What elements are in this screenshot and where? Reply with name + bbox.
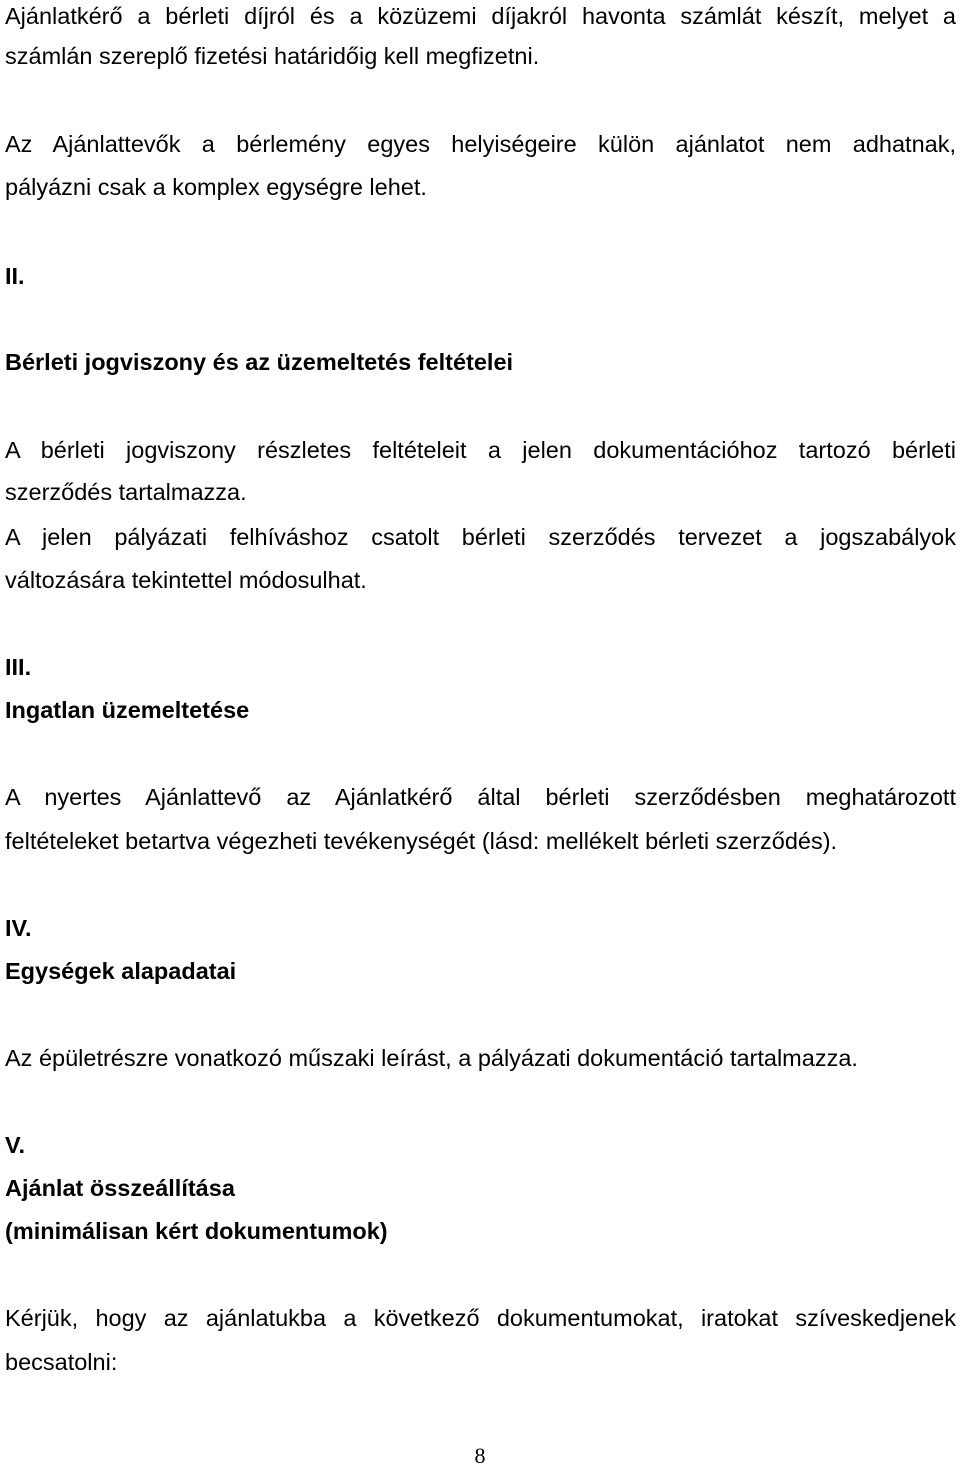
- paragraph-line: Ajánlatkérő a bérleti díjról és a közüzemi díjakról havonta számlát készít, melyet a: [5, 3, 956, 29]
- paragraph-line: Az Ajánlattevők a bérlemény egyes helyiségeire külön ajánlatot nem adhatnak,: [5, 131, 956, 157]
- paragraph-line: Kérjük, hogy az ajánlatukba a következő dokumentumokat, iratokat szíveskedjenek: [5, 1305, 956, 1331]
- paragraph-line: Az épületrészre vonatkozó műszaki leírást, a pályázati dokumentáció tartalmazza.: [5, 1045, 858, 1071]
- paragraph-line: feltételeket betartva végezheti tevékenységét (lásd: mellékelt bérleti szerződés).: [5, 828, 838, 854]
- paragraph-line: szerződés tartalmazza.: [5, 479, 247, 505]
- paragraph-line: változására tekintettel módosulhat.: [5, 567, 367, 593]
- section-title: Ingatlan üzemeltetése: [5, 697, 250, 723]
- paragraph-line: számlán szereplő fizetési határidőig kell megfizetni.: [5, 43, 540, 69]
- section-number: V.: [5, 1132, 26, 1158]
- page-number: 8: [474, 1443, 486, 1468]
- section-title: (minimálisan kért dokumentumok): [5, 1218, 388, 1244]
- paragraph-line: A jelen pályázati felhíváshoz csatolt bérleti szerződés tervezet a jogszabályok: [5, 524, 956, 550]
- section-number: II.: [5, 263, 25, 289]
- paragraph-line: A bérleti jogviszony részletes feltételeit a jelen dokumentációhoz tartozó bérleti: [5, 437, 956, 463]
- section-number: IV.: [5, 915, 32, 941]
- paragraph-line: becsatolni:: [5, 1349, 118, 1375]
- section-title: Ajánlat összeállítása: [5, 1175, 235, 1201]
- paragraph-line: A nyertes Ajánlattevő az Ajánlatkérő által bérleti szerződésben meghatározott: [5, 784, 956, 810]
- paragraph-line: pályázni csak a komplex egységre lehet.: [5, 174, 427, 200]
- section-title: Egységek alapadatai: [5, 958, 237, 984]
- section-title: Bérleti jogviszony és az üzemeltetés feltételei: [5, 349, 514, 375]
- section-number: III.: [5, 654, 32, 680]
